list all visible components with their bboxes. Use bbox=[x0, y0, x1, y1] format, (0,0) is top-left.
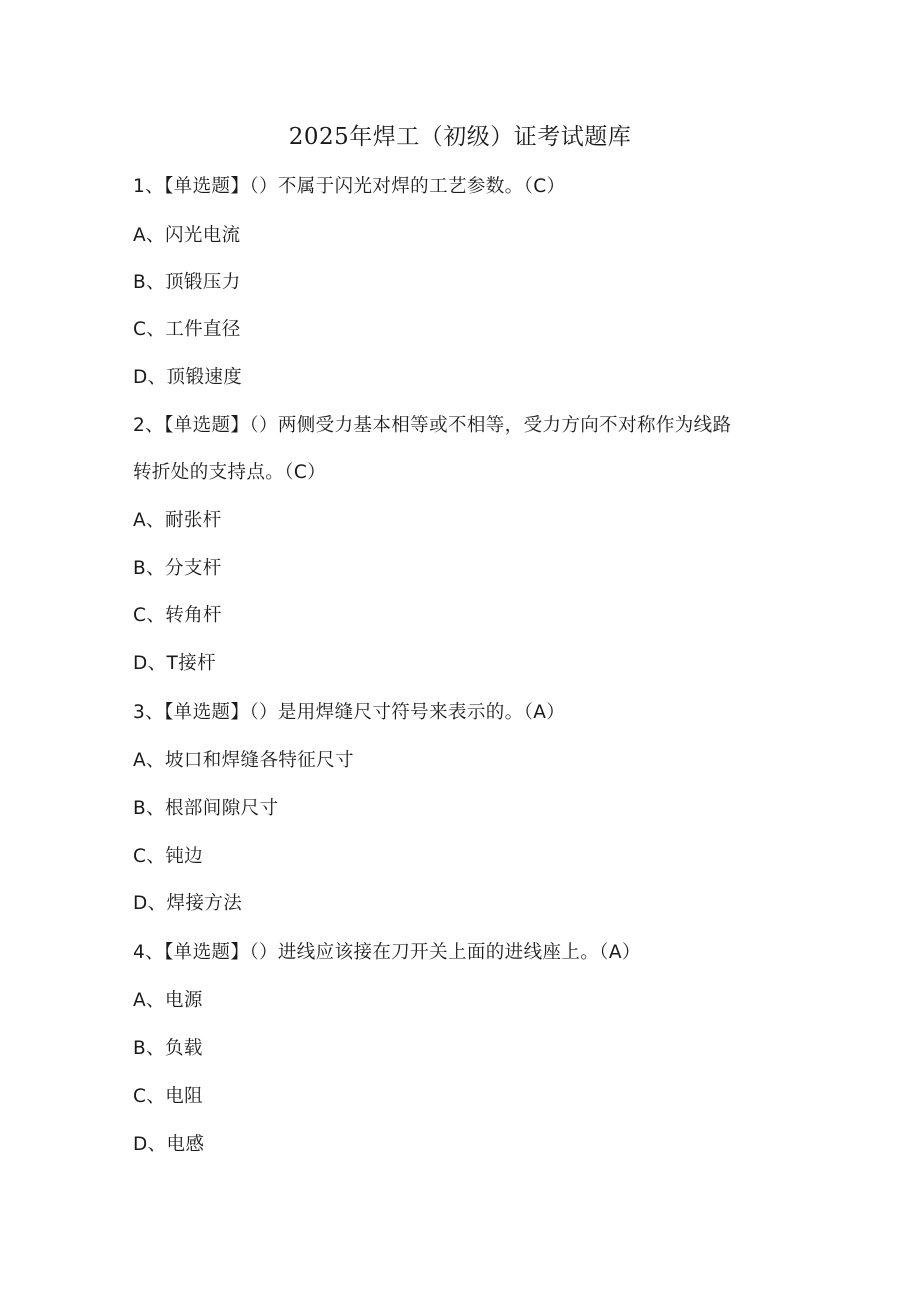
question-4-option-b: B、负载 bbox=[133, 1038, 203, 1059]
question-1-stem: 1、【单选题】（）不属于闪光对焊的工艺参数。（C） bbox=[133, 176, 566, 197]
question-2-stem: 2、【单选题】（）两侧受力基本相等或不相等，受力方向不对称作为线路 bbox=[133, 415, 732, 436]
question-4-stem: 4、【单选题】（）进线应该接在刀开关上面的进线座上。（A） bbox=[133, 942, 641, 963]
question-2-option-b: B、分支杆 bbox=[133, 558, 222, 579]
question-1-option-d: D、顶锻速度 bbox=[133, 367, 243, 388]
question-1-option-a: A、闪光电流 bbox=[133, 225, 241, 246]
question-3-option-a: A、坡口和焊缝各特征尺寸 bbox=[133, 750, 354, 771]
question-2-option-a: A、耐张杆 bbox=[133, 510, 222, 531]
question-4-option-c: C、电阻 bbox=[133, 1086, 204, 1107]
question-1-option-b: B、顶锻压力 bbox=[133, 272, 241, 293]
question-3-stem: 3、【单选题】（）是用焊缝尺寸符号来表示的。（A） bbox=[133, 702, 566, 723]
question-3-option-d: D、焊接方法 bbox=[133, 893, 243, 914]
question-3-option-b: B、根部间隙尺寸 bbox=[133, 798, 279, 819]
document-title: 2025年焊工（初级）证考试题库 bbox=[288, 124, 632, 150]
question-2-option-d: D、T接杆 bbox=[133, 653, 217, 674]
question-3-option-c: C、钝边 bbox=[133, 846, 204, 867]
question-2-stem-continued: 转折处的支持点。（C） bbox=[133, 462, 327, 483]
question-1-option-c: C、工件直径 bbox=[133, 319, 241, 340]
question-2-option-c: C、转角杆 bbox=[133, 605, 222, 626]
question-4-option-d: D、电感 bbox=[133, 1134, 205, 1155]
question-4-option-a: A、电源 bbox=[133, 990, 203, 1011]
